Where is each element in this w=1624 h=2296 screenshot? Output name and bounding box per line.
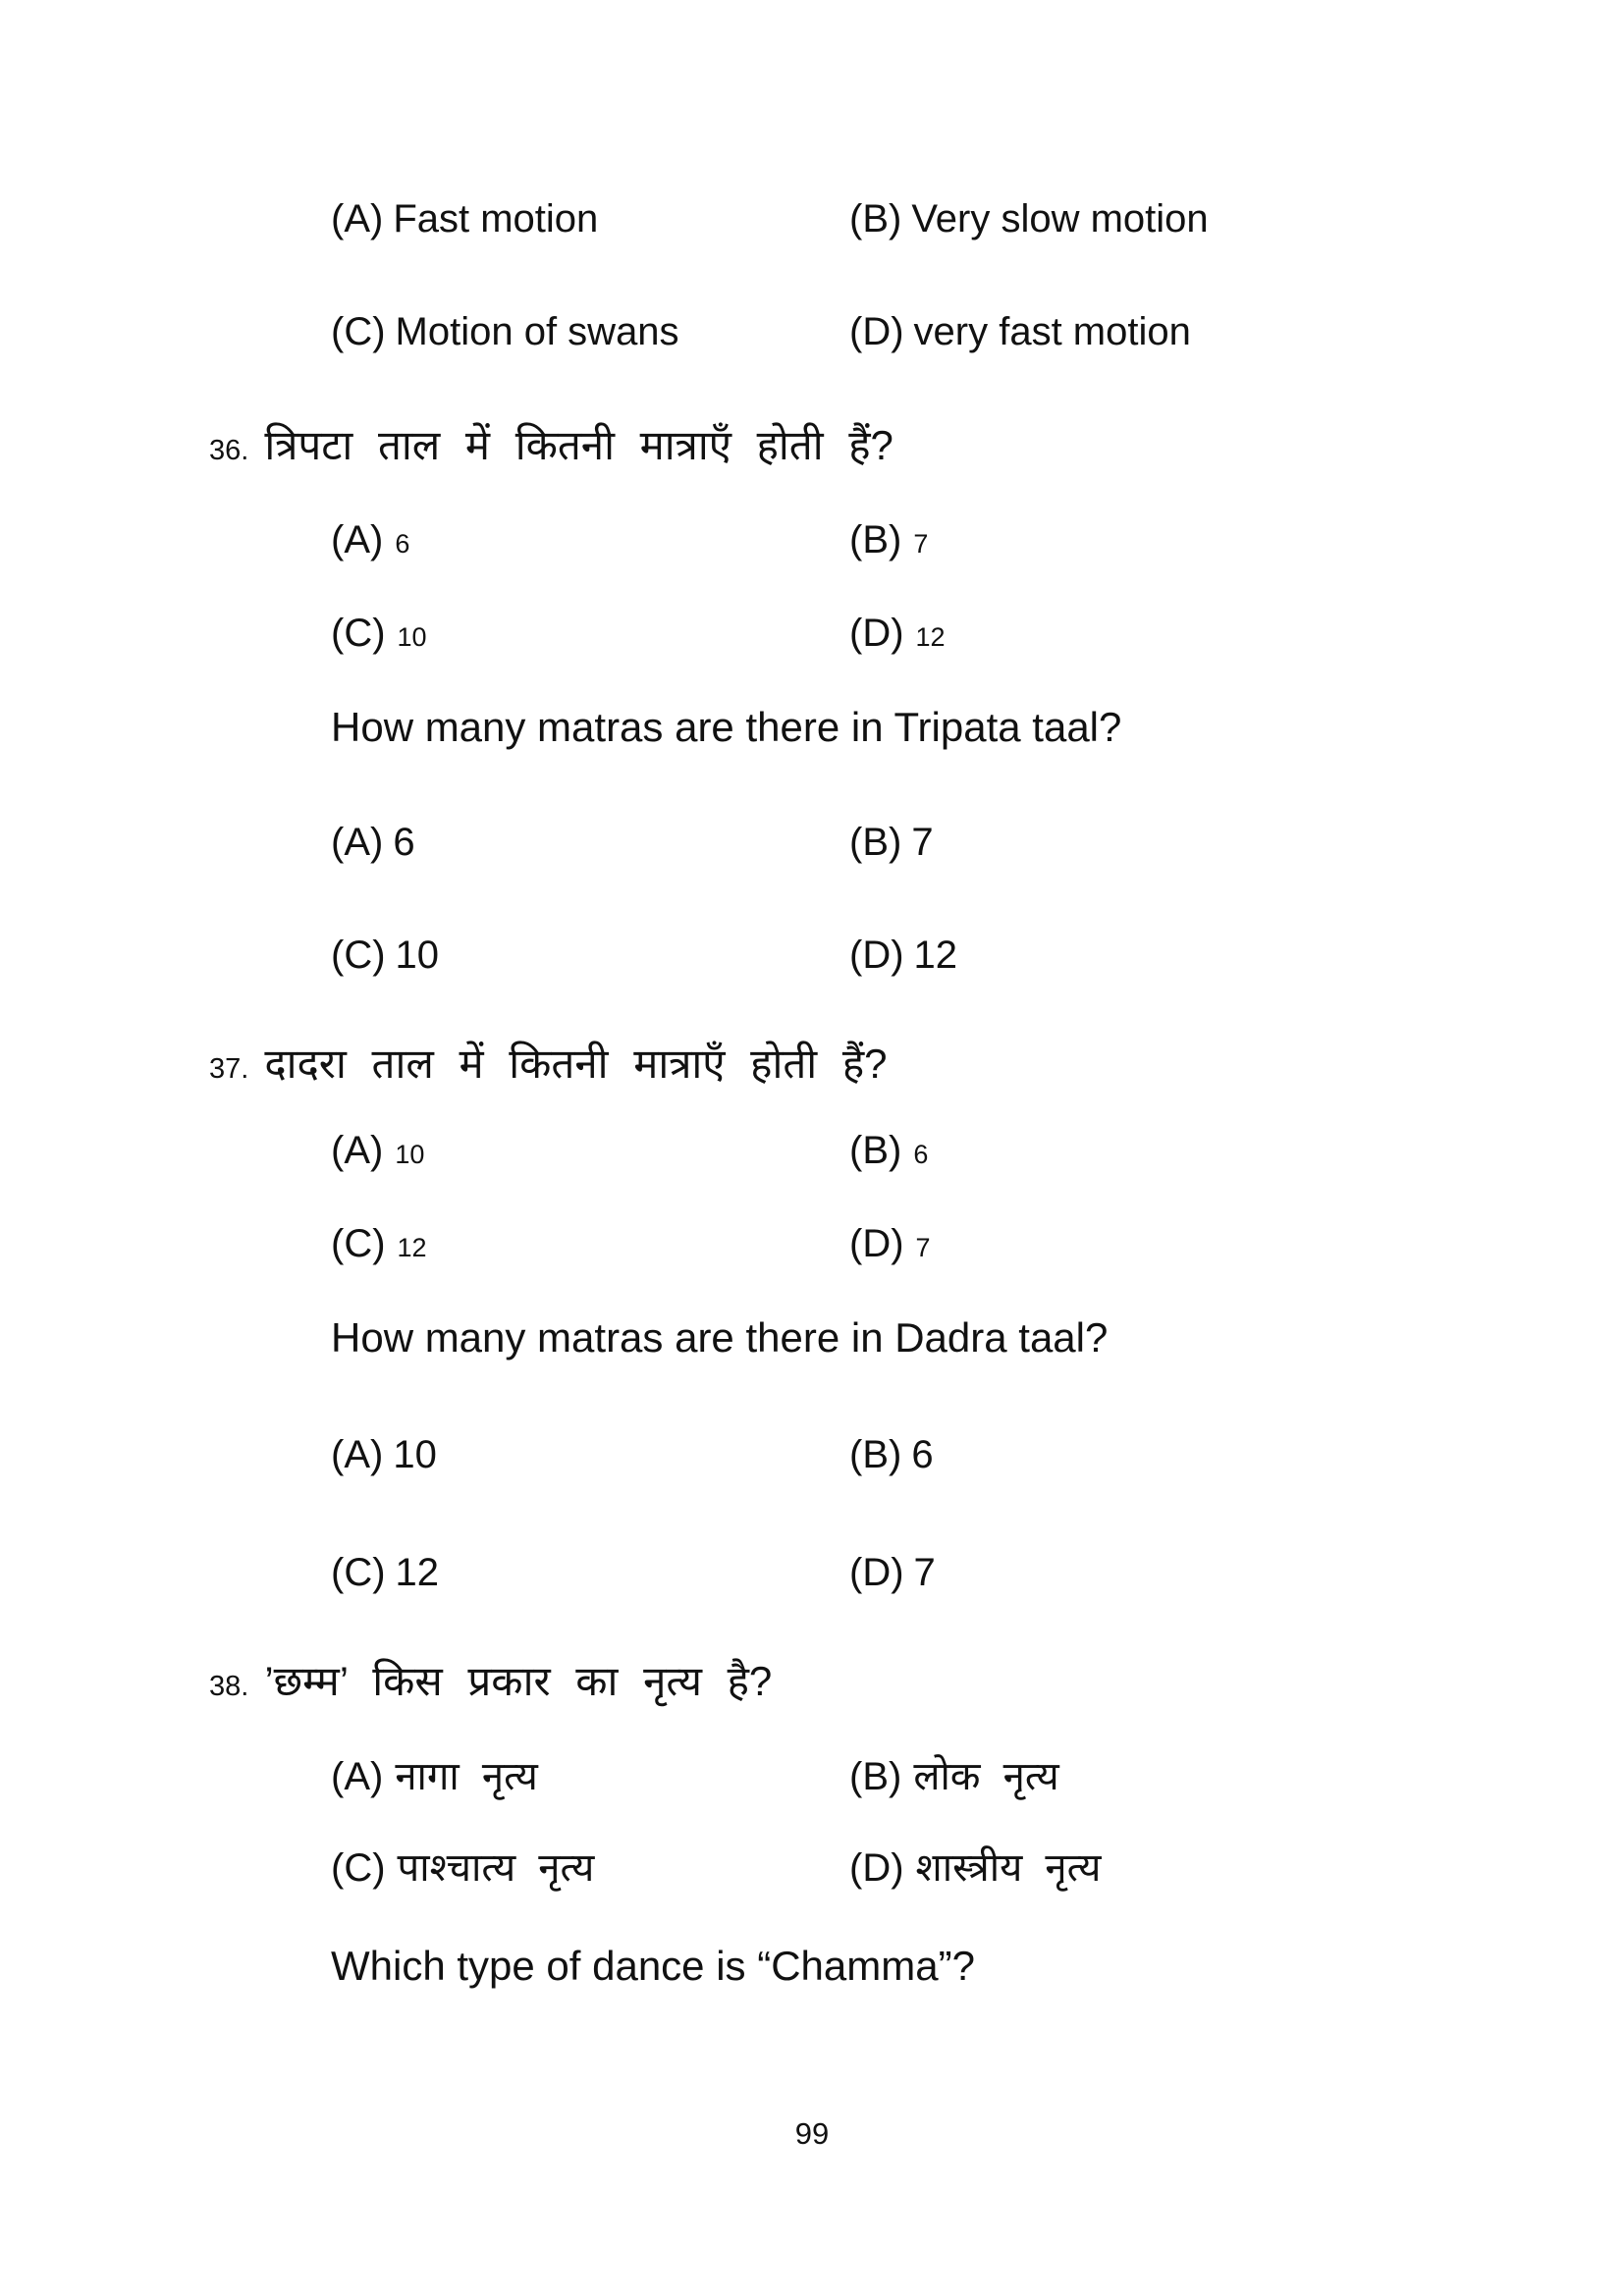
option-a [331, 199, 598, 239]
option-a-text: Fast motion [393, 197, 599, 240]
option-c [331, 1224, 427, 1263]
option-a [331, 520, 409, 560]
page-number: 99 [794, 2116, 830, 2151]
option-a-label: (A) [331, 1433, 384, 1476]
option-d [849, 1848, 1101, 1888]
option-d-label: (D) [849, 1222, 904, 1265]
option-a-text: नागा नृत्य [395, 1755, 538, 1798]
option-a-label: (A) [331, 1129, 384, 1172]
option-d-text: 12 [915, 622, 946, 652]
option-c [331, 935, 439, 975]
option-b-label: (B) [849, 197, 902, 240]
option-a-label: (A) [331, 518, 384, 561]
option-b-label: (B) [849, 821, 902, 864]
option-c [331, 1553, 439, 1592]
option-d-text: 7 [913, 1551, 936, 1594]
option-c-label: (C) [331, 1551, 386, 1594]
option-a [331, 823, 415, 862]
option-c-label: (C) [331, 934, 386, 977]
option-a [331, 1435, 437, 1474]
option-d-label: (D) [849, 1551, 904, 1594]
question-38-text-english: Which type of dance is “Chamma”? [331, 1943, 975, 1989]
question-36-number: 36. [209, 435, 249, 466]
option-b [849, 1131, 928, 1170]
option-b-text: 7 [913, 529, 929, 559]
option-a-text: 6 [393, 821, 415, 864]
option-b-text: 6 [913, 1140, 929, 1169]
option-c-text: Motion of swans [395, 310, 679, 353]
option-a-label: (A) [331, 1755, 384, 1798]
option-b-text: Very slow motion [911, 197, 1209, 240]
option-c-label: (C) [331, 1846, 386, 1890]
option-b-text: 7 [911, 821, 934, 864]
option-a-label: (A) [331, 197, 384, 240]
option-b-label: (B) [849, 518, 902, 561]
option-b-text: लोक नृत्य [913, 1755, 1059, 1798]
question-37-text-hindi: दादरा ताल में कितनी मात्राएँ होती हैं? [264, 1041, 888, 1087]
option-b-text: 6 [911, 1433, 934, 1476]
option-c-text: पाश्चात्य नृत्य [397, 1846, 595, 1890]
option-a-text: 10 [395, 1140, 425, 1169]
question-36-text-hindi: त्रिपटा ताल में कितनी मात्राएँ होती हैं? [264, 422, 893, 468]
option-d-label: (D) [849, 934, 904, 977]
option-c-label: (C) [331, 612, 386, 655]
option-a [331, 1757, 538, 1796]
option-a-text: 10 [393, 1433, 437, 1476]
question-36-text-english: How many matras are there in Tripata taal? [331, 704, 1122, 750]
option-c-text: 10 [397, 622, 427, 652]
question-36-heading [209, 422, 893, 468]
option-b-label: (B) [849, 1129, 902, 1172]
option-d-text: शास्त्रीय नृत्य [915, 1846, 1102, 1890]
option-b [849, 1757, 1059, 1796]
option-d-text: 12 [913, 934, 958, 977]
option-c [331, 1848, 594, 1888]
question-37-text-english: How many matras are there in Dadra taal? [331, 1314, 1109, 1361]
option-a-text: 6 [395, 529, 410, 559]
question-37-number: 37. [209, 1053, 249, 1085]
option-b-label: (B) [849, 1755, 902, 1798]
option-d [849, 935, 957, 975]
option-b [849, 823, 934, 862]
option-c-text: 12 [395, 1551, 440, 1594]
option-a-label: (A) [331, 821, 384, 864]
option-d [849, 614, 946, 653]
option-c-text: 12 [397, 1233, 427, 1262]
option-d-text: very fast motion [913, 310, 1191, 353]
option-b [849, 1435, 934, 1474]
option-c-label: (C) [331, 310, 386, 353]
option-b-label: (B) [849, 1433, 902, 1476]
option-c-label: (C) [331, 1222, 386, 1265]
option-d [849, 1553, 936, 1592]
option-d-label: (D) [849, 310, 904, 353]
option-a [331, 1131, 424, 1170]
option-c [331, 614, 427, 653]
option-b [849, 520, 928, 560]
question-38-text-hindi: ’छम्म’ किस प्रकार का नृत्य है? [264, 1658, 773, 1704]
option-d [849, 312, 1191, 351]
option-c-text: 10 [395, 934, 440, 977]
option-d-label: (D) [849, 1846, 904, 1890]
option-d-label: (D) [849, 612, 904, 655]
option-b [849, 199, 1209, 239]
question-38-heading [209, 1658, 773, 1704]
question-37-heading [209, 1043, 888, 1085]
option-d [849, 1224, 931, 1263]
option-d-text: 7 [915, 1233, 931, 1262]
option-c [331, 312, 679, 351]
question-38-number: 38. [209, 1671, 249, 1702]
